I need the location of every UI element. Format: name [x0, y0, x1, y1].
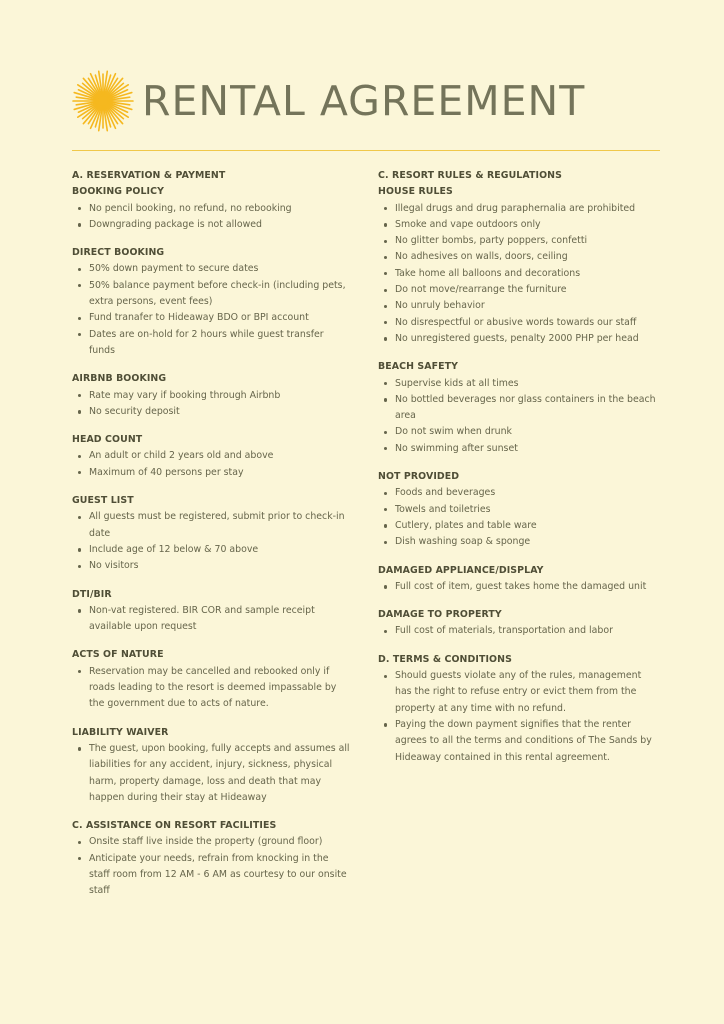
section-title: HEAD COUNT	[72, 434, 143, 446]
list-item: Supervise kids at all times	[378, 376, 658, 392]
section-title: ACTS OF NATURE	[72, 649, 164, 661]
list-item: Onsite staff live inside the property (ground floor)	[72, 834, 352, 850]
section-title: HOUSE RULES	[378, 186, 453, 198]
left-column	[72, 168, 352, 912]
list-item: Take home all balloons and decorations	[378, 266, 658, 282]
section-acts-of-nature	[72, 647, 352, 712]
bullet-list	[72, 834, 352, 899]
bullet-list	[72, 603, 352, 636]
bullet-list	[72, 509, 352, 574]
list-item: No security deposit	[72, 404, 352, 420]
list-item: 50% down payment to secure dates	[72, 261, 352, 277]
list-item: No visitors	[72, 558, 352, 574]
list-item: Dish washing soap & sponge	[378, 534, 658, 550]
section-beach-safety	[378, 359, 658, 457]
list-item: Dates are on-hold for 2 hours while guest transfer funds	[72, 327, 352, 360]
list-item: An adult or child 2 years old and above	[72, 448, 352, 464]
header-divider	[72, 150, 660, 151]
bullet-list	[72, 388, 352, 421]
list-item: 50% balance payment before check-in (including pets, extra persons, event fees)	[72, 278, 352, 311]
bullet-list	[72, 261, 352, 359]
section-title: C. ASSISTANCE ON RESORT FACILITIES	[72, 820, 277, 832]
section-title: AIRBNB BOOKING	[72, 373, 167, 385]
section-title: C. RESORT RULES & REGULATIONS	[378, 170, 562, 181]
list-item: Anticipate your needs, refrain from knocking in the staff room from 12 AM - 6 AM as courtesy to our onsite staff	[72, 851, 352, 900]
list-item: Towels and toiletries	[378, 502, 658, 518]
list-item: No bottled beverages nor glass containers in the beach area	[378, 392, 658, 425]
list-item: Should guests violate any of the rules, management has the right to refuse entry or evict them from the property at any time with no refund.	[378, 668, 658, 717]
list-item: Paying the down payment signifies that the renter agrees to all the terms and conditions of The Sands by Hideaway contained in this rental agreement.	[378, 717, 658, 766]
bullet-list	[378, 668, 658, 766]
section-title: LIABILITY WAIVER	[72, 726, 169, 738]
section-c-assistance-on-resort-facilities	[72, 818, 352, 899]
section-a-reservation-payment	[72, 168, 352, 184]
list-item: Rate may vary if booking through Airbnb	[72, 388, 352, 404]
section-title: DAMAGE TO PROPERTY	[378, 609, 502, 621]
list-item: Do not swim when drunk	[378, 424, 658, 440]
section-title: A. RESERVATION & PAYMENT	[72, 170, 226, 181]
list-item: Reservation may be cancelled and rebooked only if roads leading to the resort is deemed impassable by the government due to acts of nature.	[72, 664, 352, 713]
list-item: No adhesives on walls, doors, ceiling	[378, 249, 658, 265]
section-title: DTI/BIR	[72, 588, 112, 600]
page-title: RENTAL AGREEMENT	[142, 77, 586, 125]
section-title: DIRECT BOOKING	[72, 247, 165, 259]
right-column	[378, 168, 658, 778]
section-not-provided	[378, 469, 658, 550]
list-item: The guest, upon booking, fully accepts and assumes all liabilities for any accident, injury, sickness, physical harm, property damage, loss and death that may happen during their stay at Hideaway	[72, 741, 352, 806]
bullet-list	[72, 664, 352, 713]
section-dti-bir	[72, 587, 352, 636]
section-damaged-appliance-display	[378, 563, 658, 596]
section-c-resort-rules-regulations	[378, 168, 658, 184]
section-booking-policy	[72, 184, 352, 233]
section-title: GUEST LIST	[72, 495, 134, 507]
bullet-list	[378, 623, 658, 639]
list-item: No unruly behavior	[378, 298, 658, 314]
list-item: Do not move/rearrange the furniture	[378, 282, 658, 298]
list-item: Foods and beverages	[378, 485, 658, 501]
list-item: All guests must be registered, submit prior to check-in date	[72, 509, 352, 542]
header	[72, 70, 662, 134]
sun-logo-icon	[72, 70, 134, 132]
list-item: Include age of 12 below & 70 above	[72, 542, 352, 558]
bullet-list	[72, 448, 352, 481]
section-liability-waiver	[72, 725, 352, 806]
section-title: BOOKING POLICY	[72, 186, 165, 198]
bullet-list	[378, 485, 658, 550]
section-airbnb-booking	[72, 371, 352, 420]
bullet-list	[378, 579, 658, 595]
list-item: No glitter bombs, party poppers, confetti	[378, 233, 658, 249]
section-title: BEACH SAFETY	[378, 361, 458, 373]
bullet-list	[378, 376, 658, 457]
section-title: DAMAGED APPLIANCE/DISPLAY	[378, 564, 544, 576]
list-item: Cutlery, plates and table ware	[378, 518, 658, 534]
list-item: Fund tranafer to Hideaway BDO or BPI account	[72, 310, 352, 326]
list-item: No unregistered guests, penalty 2000 PHP per head	[378, 331, 658, 347]
section-title: D. TERMS & CONDITIONS	[378, 653, 512, 665]
section-d-terms-conditions	[378, 652, 658, 766]
bullet-list	[72, 741, 352, 806]
list-item: Full cost of materials, transportation and labor	[378, 623, 658, 639]
list-item: Downgrading package is not allowed	[72, 217, 352, 233]
list-item: Smoke and vape outdoors only	[378, 217, 658, 233]
list-item: Maximum of 40 persons per stay	[72, 465, 352, 481]
list-item: No swimming after sunset	[378, 441, 658, 457]
list-item: Full cost of item, guest takes home the damaged unit	[378, 579, 658, 595]
list-item: No pencil booking, no refund, no rebooking	[72, 201, 352, 217]
section-head-count	[72, 432, 352, 481]
section-house-rules	[378, 184, 658, 347]
list-item: Non-vat registered. BIR COR and sample receipt available upon request	[72, 603, 352, 636]
section-direct-booking	[72, 245, 352, 359]
section-guest-list	[72, 493, 352, 574]
list-item: Illegal drugs and drug paraphernalia are prohibited	[378, 201, 658, 217]
section-title: NOT PROVIDED	[378, 471, 460, 483]
bullet-list	[72, 201, 352, 234]
section-damage-to-property	[378, 607, 658, 640]
list-item: No disrespectful or abusive words towards our staff	[378, 315, 658, 331]
bullet-list	[378, 201, 658, 348]
